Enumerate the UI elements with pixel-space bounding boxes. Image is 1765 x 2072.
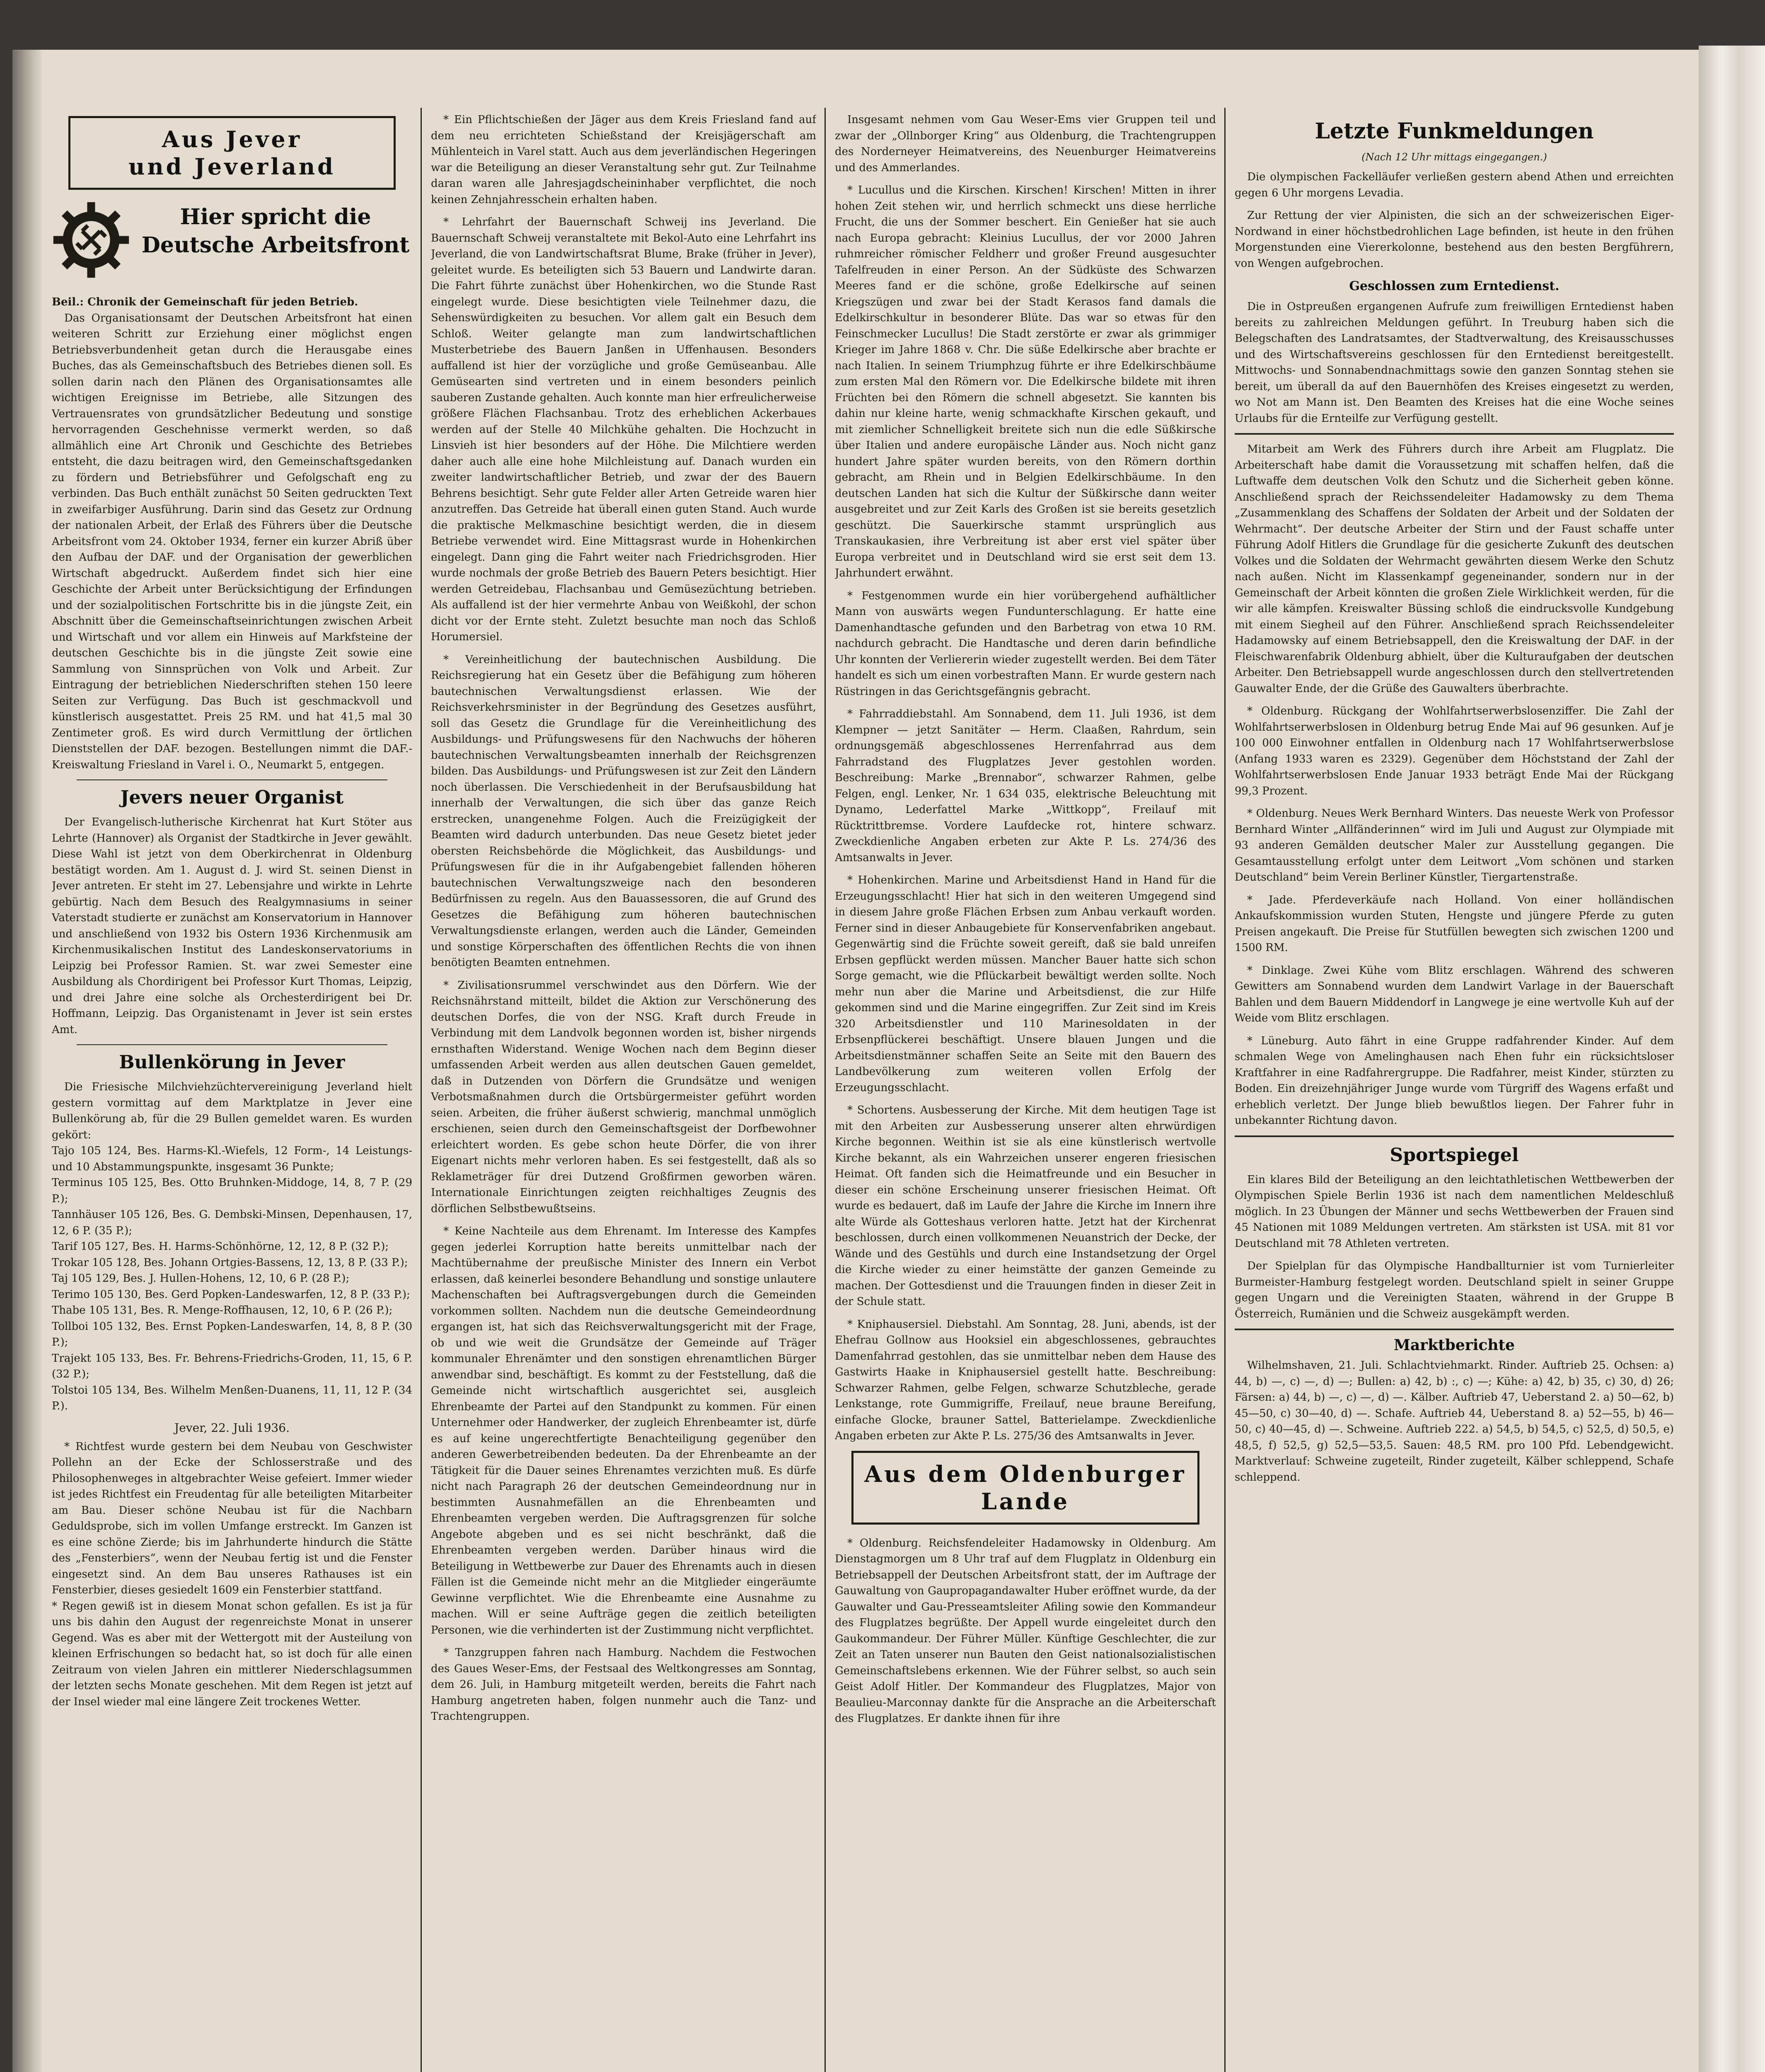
column-rule (1224, 108, 1226, 2072)
divider (1235, 433, 1674, 435)
column-2 (431, 112, 816, 2072)
bullenkoerung-title: Bullenkörung in Jever (119, 1052, 345, 1073)
news-item: * Kniphausersiel. Diebstahl. Am Sonntag, 28. Juni, abends, ist der Ehefrau Gollnow aus Hooksiel ein abgeschlossenes, gebrauchtes Damenfahrrad gestohlen, das sie unmittelbar neben dem Hause des Gastwirts Haake in Kniphausersiel gestellt hatte. Beschreibung: Schwarzer Rahmen, gelbe Felgen, schwarze Schutzbleche, gerade Lenkstange, rote Gummigriffe, Freilauf, neue braune Bereifung, einfache Glocke, brauner Sattel, Batterielampe. Zweckdienliche Angaben erbeten zur Akte P. Ls. 275/36 des Amtsanwalts in Jever. (835, 1318, 1216, 1442)
news-item: * Jade. Pferdeverkäufe nach Holland. Von einer holländischen Ankaufskommission wurden Stuten, Hengste und jüngere Pferde zu guten Preisen angekauft. Die Preise für Stutfüllen bewegten sich zwischen 1200 und 1500 RM. (1235, 893, 1674, 954)
erntedienst-title: Geschlossen zum Erntedienst. (1349, 279, 1559, 293)
funkmeldungen-subtitle: (Nach 12 Uhr mittags eingegangen.) (1361, 151, 1547, 163)
page-binding-shadow (12, 50, 41, 2072)
dateline: Jever, 22. Juli 1936. (174, 1421, 290, 1435)
organist-title: Jevers neuer Organist (120, 787, 344, 808)
column-1 (52, 112, 412, 2072)
sport-item: Ein klares Bild der Beteiligung an den leichtathletischen Wettbewerben der Olympischen Spiele Berlin 1936 ist nach dem namentlichen Meldeschluß möglich. In 23 Übungen der Männer und sechs Wettbewerben der Frauen sind 45 Nationen mit 1089 Meldungen vertreten. Am stärksten ist USA. mit 81 vor Deutschland mit 78 Athleten vertreten. (1235, 1173, 1674, 1250)
section-heading-jever: Aus Jever und Jeverland (68, 116, 396, 190)
news-item: * Ein Pflichtschießen der Jäger aus dem Kreis Friesland fand auf dem neu errichteten Schießstand der Kreisjägerschaft am Mühlenteich in Varel statt. Auch aus dem jeverländischen Hegeringen war die Beteiligung an dieser Veranstaltung sehr gut. Zur Teilnahme daran waren alle Jahresjagdscheininhaber verpflichtet, die noch keinen Zehnjahresschein erhalten haben. (431, 114, 816, 206)
news-item: * Lucullus und die Kirschen. Kirschen! Kirschen! Mitten in ihrer hohen Zeit stehen wir, und herrlich schmeckt uns diese herrliche Frucht, die uns der Sommer beschert. Ein Genießer hat sie auch nach Europa gebracht: Kleinius Lucullus, der vor 2000 Jahren ruhmreicher römischer Feldherr und großer Freund ausgesuchter Tafelfreuden in einer Person. An der Südküste des Schwarzen Meeres fand er die schöne, große Edelkirsche auf seinen Kriegszügen und zwar bei der Stadt Kerasos fand damals die Edelkirschkultur in besonderer Blüte. Das war so etwas für den Feinschmecker Lucullus! Die Stadt zerstörte er zwar als grimmiger Krieger im Jahre 1868 v. Chr. Die süße Edelkirsche aber brachte er nach Italien. In seinem Triumphzug führte er ihre Edelkirschbäume zum ersten Mal den Römern vor. Die Edelkirsche bildete mit ihren Früchten bei den Römern die schnell abgesetzt. Sie kannten bis dahin nur kleine harte, wenig schmackhafte Kirschen gekauft, und mit ziemlicher Schnelligkeit breitete sich nun die edle Süßkirsche über Italien und andere europäische Länder aus. Noch nicht ganz hundert Jahre später wurden bereits, von den Römern dorthin gebracht, am Rhein und in Belgien Edelkirschbäume. In den deutschen Landen hat sich die Kultur der Süßkirsche dann weiter ausgebreitet und zur Zeit Karls des Großen ist sie bereits gesetzlich geschützt. Die Sauerkirsche stammt ursprünglich aus Transkaukasien, ihre Verbreitung ist aber erst viel später über Europa verbreitet und in Deutschland wird sie erst seit dem 13. Jahrhundert erwähnt. (835, 184, 1216, 579)
newspaper-page (12, 50, 1699, 2072)
news-item: * Tanzgruppen fahren nach Hamburg. Nachdem die Festwochen des Gaues Weser-Ems, der Festsaal des Weltkongresses am Sonntag, dem 26. Juli, in Hamburg mitgeteilt werden, bereits die Fahrt nach Hamburg angetreten haben, folgen nunmehr auch die Tanz- und Trachtengruppen. (431, 1646, 816, 1723)
book-page-edge (1699, 46, 1765, 2072)
column-rule (824, 108, 826, 2072)
news-item: * Zivilisationsrummel verschwindet aus den Dörfern. Wie der Reichsnährstand mitteilt, bildet die Aktion zur Verschönerung des deutschen Dorfes, die von der NSG. Kraft durch Freude in Verbindung mit dem Landvolk begonnen worden ist, bisher nirgends ernsthaften Widerstand. Wenige Wochen nach dem Beginn dieser umfassenden Arbeit werden aus allen deutschen Gauen gemeldet, daß in Dutzenden von Dörfern die Grundsätze und wenigen Verbotsmaßnahmen durch die Ortsbürgermeister geführt worden seien. Arbeiten, die früher äußerst schwierig, manchmal unmöglich erschienen, seien durch den Gemeinschaftsgeist der Dorfbewohner erleichtert worden. Es gebe schon heute Dörfer, die von ihrer Eigenart nichts mehr verloren haben. Es sei festgestellt, daß als so Reklameträger für drei Dutzend Großfirmen geworben wären. Internationale Einrichtungen zeigten reichhaltiges Zeugnis des dörflichen Selbstbewußtseins. (431, 979, 816, 1215)
column-3 (835, 112, 1216, 2072)
news-item: Mitarbeit am Werk des Führers durch ihre Arbeit am Flugplatz. Die Arbeiterschaft habe damit die Voraussetzung mit schaffen helfen, daß die Luftwaffe dem deutschen Volk den Schutz und die Sicherheit geben könne. Anschließend sprach der Reichssendeleiter Hadamowsky zu dem Thema „Zusammenklang des Schaffens der Soldaten der Arbeit und der Soldaten der Wehrmacht“. Der deutsche Arbeiter der Stirn und der Faust schaffe unter Führung Adolf Hitlers die Grundlage für die gesicherte Zukunft des deutschen Volkes und die Soldaten der Wehrmacht gewährten diesem Werke den Schutz nach außen. Nicht im Klassenkampf gegeneinander, sondern nur in der Gemeinschaft der Arbeit könnten die großen Ziele Wirklichkeit werden, für die wir alle kämpfen. Kreiswalter Büssing schloß die eindrucksvolle Kundgebung mit einem Siegheil auf den Führer. Anschließend sprach Reichssendeleiter Hadamowsky auf einem Betriebsappell, den die Kreiswaltung der DAF. in der Fleischwarenfabrik Oldenburg abhielt, über die Kulturaufgaben der deutschen Arbeiter. Den Betriebsappell wurde angeschlossen durch den stellvertretenden Gauwalter Ende, der die Grüße des Gauwalters überbrachte. (1235, 443, 1674, 695)
erntedienst-body: Die in Ostpreußen ergangenen Aufrufe zum freiwilligen Erntedienst haben bereits zu zahlreichen Meldungen geführt. In Treuburg haben sich die Belegschaften des Landratsamtes, der Stadtverwaltung, des Kreisausschusses und des Wirtschaftsvereins geschlossen für den Erntedienst bereitgestellt. Mittwochs- und Sonnabendnachmittags sowie den ganzen Sonntag stehen sie bereit, um überall da auf den Bauernhöfen des Kreises eingesetzt zu werden, wo Not am Mann ist. Den Beamten des Kreises hat die eine Woche seines Urlaubs für die Ernteilfe zur Verfügung gestellt. (1235, 300, 1674, 425)
divider (1235, 1135, 1674, 1137)
news-item: * Lüneburg. Auto fährt in eine Gruppe radfahrender Kinder. Auf dem schmalen Wege von Amelinghausen nach Ehen fuhr ein rücksichtsloser Kraftfahrer in eine Radfahrergruppe. Die Radfahrer, meist Kinder, stürzten zu Boden. Ein dreizehnjähriger Junge wurde vom Türgriff des Wagens erfaßt und erheblich verletzt. Der Junge blieb bewußtlos liegen. Der Fahrer fuhr in unbekannter Richtung davon. (1235, 1034, 1674, 1127)
news-item: * Lehrfahrt der Bauernschaft Schweij ins Jeverland. Die Bauernschaft Schweij veranstaltete mit Bekol-Auto eine Lehrfahrt ins Jeverland, die von Landwirtschaftsrat Blume, Brake (früher in Jever), geleitet wurde. Es beteiligten sich 53 Bauern und Landwirte daran. Die Fahrt führte zunächst über Hohenkirchen, wo die Stunde Rast eingelegt wurde. Diese besichtigten viele Teilnehmer dazu, die Sehenswürdigkeiten zu besuchen. Vor allem galt ein Besuch dem Schloß. Weiter gelangte man zum landwirtschaftlichen Musterbetriebe des Bauern Janßen in Uffenhausen. Besonders auffallend ist hier der vorzügliche und große Gemüseanbau. Alle Gemüsearten sind vertreten und in einem besonders peinlich sauberen Zustande gehalten. Auch konnte man hier erfreulicherweise größere Flächen Flachsanbau. Trotz des erheblichen Ackerbaues werden auf der Stelle 40 Milchkühe gehalten. Die Hochzucht in Linsvieh ist hier besonders auf der Höhe. Die Milchtiere werden daher auch alle eine hohe Milchleistung auf. Danach wurden ein zweiter landwirtschaftlicher Betrieb, und zwar der des Bauern Behrens besichtigt. Sehr gute Felder aller Arten Getreide waren hier anzutreffen. Das Getreide hat überall einen guten Stand. Auch wurde die praktische Melkmaschine besichtigt werden, die in diesem Betriebe verwendet wird. Eine Mittagsrast wurde in Hohenkirchen eingelegt. Dann ging die Fahrt weiter nach Friedrichsgroden. Hier wurde nochmals der große Betrieb des Bauern Peters besichtigt. Hier werden Getreidebau, Flachsanbau und Gemüsezüchtung betrieben. Als auffallend ist der hier vermehrte Anbau von Weißkohl, der schon dicht vor der Ernte steht. Zuletzt besuchte man noch das Schloß Horumersiel. (431, 216, 816, 643)
daf-heading-block (52, 201, 412, 288)
funkmeldungen-title: Letzte Funkmeldungen (1315, 119, 1594, 144)
news-item: * Oldenburg. Rückgang der Wohlfahrtserwerbslosenziffer. Die Zahl der Wohlfahrtserwerbslosen in Oldenburg betrug Ende Mai auf 96 gesunken. Auf je 100 000 Einwohner entfallen in Oldenburg nach 17 Wohlfahrtserwerbslose (Anfang 1933 waren es 2329). Gegenüber dem Höchststand der Zahl der Wohlfahrtserwerbslosen Ende Januar 1933 beträgt Ende Mai der Rückgang 99,3 Prozent. (1235, 705, 1674, 797)
news-item: Insgesamt nehmen vom Gau Weser-Ems vier Gruppen teil und zwar der „Ollnborger Kring“ aus Oldenburg, die Trachtengruppen des Norderneyer Heimatvereins, des Neuenburger Heimatvereins und des Ammerlandes. (835, 114, 1216, 174)
marktberichte-body: Wilhelmshaven, 21. Juli. Schlachtviehmarkt. Rinder. Auftrieb 25. Ochsen: a) 44, b) —, c) —, d) —; Bullen: a) 42, b) :, c) —; Kühe: a) 42, b) 35, c) 30, d) 26; Färsen: a) 44, b) —, c) —, d) —. Kälber. Auftrieb 47, Ueberstand 2. a) 50—62, b) 45—50, c) 30—40, d) —. Schafe. Auftrieb 44, Ueberstand 8. a) 52—55, b) 46—50, c) 40—45, d) —. Schweine. Auftrieb 222. a) 54,5, b) 54,5, c) 52,5, d) 50,5, e) 48,5, f) 52,5, g) 52,5—53,5. Sauen: 48,5 RM. pro 100 Pfd. Lebendgewicht. Marktverlauf: Schweine zugeteilt, Rinder zugeteilt, Kälber schleppend, Schafe schleppend. (1235, 1359, 1674, 1484)
news-item: * Oldenburg. Neues Werk Bernhard Winters. Das neueste Werk von Professor Bernhard Winter „Allfänderinnen“ wird im Juli und August zur Olympiade mit 93 anderen Gemälden deutscher Maler zur Ausstellung gegangen. Die Gesamtausstellung erfolgt unter dem Leitwort „Vom schönen und starken Deutschland“ beim Verein Berliner Künstler, Tiergartenstraße. (1235, 807, 1674, 884)
news-item: * Hohenkirchen. Marine und Arbeitsdienst Hand in Hand für die Erzeugungsschlacht! Hier hat sich in den weiteren Umgegend sind in diesem Jahre große Flächen Erbsen zum Anbau verkauft worden. Ferner sind in dieser Anbaugebiete für Konservenfabriken angebaut. Gegenwärtig sind die Früchte soweit gereift, daß sie bald unreifen Erbsen gepflückt werden müssen. Mancher Bauer hatte sich schon Sorge gemacht, wie die Pflückarbeit bewältigt werden sollte. Noch mehr nun aber die Marine und Arbeitsdienst, die zur Hilfe gekommen sind und die Marine eingegriffen. Zur Zeit sind im Kreis 320 Arbeitsdienstler und 110 Marinesoldaten in der Erbsenpflückerei beschäftigt. Unsere blauen Jungen und die Arbeitsdienstmänner schaffen Seite an Seite mit den Bauern des Landbevölkerung zum weiteren vollen Erfolg der Erzeugungsschlacht. (835, 874, 1216, 1094)
news-item: * Keine Nachteile aus dem Ehrenamt. Im Interesse des Kampfes gegen jederlei Korruption hatte bereits unmittelbar nach der Machtübernahme der preußische Minister des Innern ein Verbot erlassen, daß keinerlei besondere Behandlung und sonstige unlautere Machenschaften bei Auftragsvergebungen durch die Gemeinden vorkommen sollten. Nachdem nun die deutsche Gemeindeordnung ergangen ist, hat sich das Reichsverwaltungsgericht mit der Frage, ob und wie weit die Grundsätze der Gemeinde auf Träger kommunaler Ehrenämter und den sonstigen ehrenamtlichen Bürger anwendbar sind, beschäftigt. Es kommt zu der Feststellung, daß die Gemeinde nicht wirtschaftlich ausgerichtet sei, ausgleich Ehrenbeamte der Partei auf den Standpunkt zu kommen. Für einen Unternehmer oder Handwerker, der zugleich Ehrenbeamter ist, dürfe es auf keine ungerechtfertigte Benachteiligung gegenüber den anderen Gewerbetreibenden bedeuten. Da der Ehrenbeamte an der Tätigkeit für die Dauer seines Ehrenamtes verzichten muß. Es dürfe nicht nach Paragraph 26 der deutschen Gemeindeordnung nur in bestimmten Ausnahmefällen an die Ehrenbeamten und Ehrenbeamten vergeben werden. Die Auftragsgrenzen für solche Angebote abgeben und es sei nicht beschränkt, daß die Ehrenbeamten vergeben werden. Darüber hinaus wird die Beteiligung in Wettbewerbe zur Dauer des Ehrenamts auch in diesen Fällen ist die Gemeinde nicht mehr an die Mitglieder eingeräumte Gewinne verpflichtet. Wie die Ehrenbeamte eine Ausnahme zu machen. Will er seine Aufträge gegen die zeitlich beteiligten Personen, wie die verhinderten ist der Zustimmung nicht verpflichtet. (431, 1225, 816, 1636)
daf-title: Hier spricht die Deutsche Arbeitsfront (141, 204, 410, 258)
sportspiegel-title: Sportspiegel (1390, 1144, 1519, 1166)
daf-article-body: Das Organisationsamt der Deutschen Arbeitsfront hat einen weiteren Schritt zur Erziehung einer möglichst engen Betriebsverbundenheit getan durch die Herausgabe eines Buches, das als Gemeinschaftsbuch des Betriebes dienen soll. Es sollen darin nach den Plänen des Organisationsamtes alle wichtigen Ereignisse im Betriebe, alle Sitzungen des Vertrauensrates von grundsätzlicher Bedeutung und sonstige hervorragenden Geschehnisse vermerkt werden, so daß allmählich eine Art Chronik und Geschichte des Betriebes entsteht, die dazu beitragen wird, den Gemeinschaftsgedanken zu fördern und Betriebsführer und Gefolgschaft eng zu verbinden. Das Buch enthält zunächst 50 Seiten gedruckten Text in zweifarbiger Ausführung. Darin sind das Gesetz zur Ordnung der nationalen Arbeit, der Erlaß des Führers über die Deutsche Arbeitsfront vom 24. Oktober 1934, ferner ein kurzer Abriß über den Aufbau der DAF. und der Organisation der gewerblichen Wirtschaft abgedruckt. Außerdem findet sich hier eine Geschichte der Arbeit unter Berücksichtigung der Erfindungen und der sozialpolitischen Fortschritte bis in die jüngste Zeit, ein Abschnitt über die Gemeinschaftseinrichtungen zwischen Arbeit und Wirtschaft und vor allem ein Hinweis auf Markfsteine der deutschen Geschichte bis in die jüngste Zeit sowie eine Sammlung von Sinnsprüchen von Volk und Arbeit. Zur Eintragung der betrieblichen Niederschriften stehen 150 leere Seiten zur Verfügung. Das Buch ist geschmackvoll und künstlerisch ausgestattet. Preis 25 RM. und hat 41,5 mal 30 Zentimeter groß. Es wird durch Vermittlung der örtlichen Dienststellen der DAF. bezogen. Bestellungen nimmt die DAF.-Kreiswaltung Friesland in Varel i. O., Neumarkt 5, entgegen. (52, 312, 412, 771)
divider (77, 1044, 387, 1045)
sport-item: Der Spielplan für das Olympische Handballturnier ist vom Turnierleiter Burmeister-Hamburg festgelegt worden. Deutschland spielt in seiner Gruppe gegen Ungarn und die Vereinigten Staaten, während in der Gruppe B Österreich, Rumänien und die Schweiz ausgekämpft werden. (1235, 1260, 1674, 1320)
local-news-body: * Richtfest wurde gestern bei dem Neubau von Geschwister Pollehn an der Ecke der Schlosserstraße und des Philosophenweges in altgebrachter Weise gefeiert. Immer wieder ist jedes Richtfest ein Freudentag für alle beteiligten Mitarbeiter am Bau. Dieser schöne Neubau ist für die Nachbarn Geduldsprobe, sich im vollen Umfange erstreckt. Im Ganzen ist es eine schöne Zierde; bis im Jahrhunderte hindurch die Stätte des „Fensterbiers“, wenn der Neubau fertig ist und die Fenster eingesetzt sind. An dem Bau unseres Rathauses ist ein Fensterbier, dieses gesiedelt 1609 ein Fensterbier stattfand. * Regen gewiß ist in diesem Monat schon gefallen. Es ist ja für uns bis dahin den August der regenreichste Monat in unserer Gegend. Was es aber mit der Wettergott mit der Austeilung von kleinen Erfrischungen so bedacht hat, so ist doch für alle einen Zeitraum von vielen Jahren ein mittlerer Niederschlagsummen der letzten sechs Monate geschehen. Mit dem Regen ist jetzt auf der Insel wieder mal eine längere Zeit trockenes Wetter. (52, 1440, 412, 1708)
news-item: * Festgenommen wurde ein hier vorübergehend aufhältlicher Mann von auswärts wegen Fundunterschlagung. Er hatte eine Damenhandtasche gefunden und den Barbetrag von etwa 10 RM. nachdurch gebracht. Die Handtasche und deren darin befindliche Uhr konnten der Verliererin wieder zugestellt werden. Bei dem Täter handelt es sich um einen vorbestraften Mann. Er wurde gestern nach Rüstringen in das Gerichtsgefängnis gebracht. (835, 589, 1216, 698)
oldenburg-article-body: * Oldenburg. Reichsfendeleiter Hadamowsky in Oldenburg. Am Dienstagmorgen um 8 Uhr traf auf dem Flugplatz in Oldenburg ein Betriebsappell der Deutschen Arbeitsfront statt, der im Auftrage der Gauwaltung von Gaupropagandawalter Huber eröffnet wurde, da der Gauwalter und Gau-Presseamtsleiter Afiling sowie den Kommandeur des Flugplatzes begrüßte. Der Appell wurde eingeleitet durch den Gaukommandeur. Der Führer Müller. Künftige Geschlechter, die zur Zeit an Taten unserer nun Bauten den Geist nationalsozialistischen Gemeinschaftslebens erkennen. Wie der Führer selbst, so auch sein Geist Adolf Hitler. Der Kommandeur des Flugplatzes, Major von Beaulieu-Marconnay dankte für die Ansprache an die Arbeiterschaft des Flugplatzes. Er dankte ihnen für ihre (835, 1537, 1216, 1725)
marktberichte-title: Marktberichte (1393, 1336, 1515, 1354)
column-4 (1235, 112, 1674, 2072)
daf-intro: Beil.: Chronik der Gemeinschaft für jeden Betrieb. (52, 296, 358, 308)
news-item: * Fahrraddiebstahl. Am Sonnabend, dem 11. Juli 1936, ist dem Klempner — jetzt Sanitäter — Herm. Claaßen, Rahrdum, sein ordnungsgemäß abgeschlossenes Herrenfahrrad aus dem Fahrradstand des Flugplatzes Jever gestohlen worden. Beschreibung: Marke „Brennabor“, schwarzer Rahmen, gelbe Felgen, engl. Lenker, Nr. 1 634 035, elektrische Beleuchtung mit Dynamo, Lederfattel Marke „Wittkopp“, Freilauf mit Rücktrittbremse. Vordere Laufdecke rot, hintere schwarz. Zweckdienliche Angaben erbeten zur Akte P. Ls. 274/36 des Amtsanwalts in Jever. (835, 708, 1216, 864)
organist-article-body: Der Evangelisch-lutherische Kirchenrat hat Kurt Stöter aus Lehrte (Hannover) als Organist der Stadtkirche in Jever gewählt. Diese Wahl ist jetzt von dem Oberkirchenrat in Oldenburg bestätigt worden. Am 1. August d. J. wird St. seinen Dienst in Jever antreten. Er steht im 27. Lebensjahre und wirkte in Lehrte gebürtig. Nach dem Besuch des Realgymnasiums in seiner Vaterstadt studierte er zunächst am Konservatorium in Hannover und anschließend von 1932 bis Ostern 1936 Kirchenmusik am Kirchenmusikalischen Institut des Landeskonservatoriums in Leipzig bei Professor Ramien. St. war zwei Semester eine Ausbildung als Chordirigent bei Professor Kurt Thomas, Leipzig, und drei Jahre eine solche als Orchesterdirigent bei Dr. Hoffmann, Leipzig. Das Organistenamt in Jever ist sein erstes Amt. (52, 816, 412, 1036)
news-item: * Dinklage. Zwei Kühe vom Blitz erschlagen. Während des schweren Gewitters am Sonnabend wurden dem Landwirt Varlage in der Bauerschaft Bahlen und dem Bauern Middendorf in Langwege je eine wertvolle Kuh auf der Weide vom Blitz erschlagen. (1235, 964, 1674, 1024)
news-item: * Vereinheitlichung der bautechnischen Ausbildung. Die Reichsregierung hat ein Gesetz über die Befähigung zum höheren bautechnischen Verwaltungsdienst erlassen. Wie der Reichsverkehrsminister in der Begründung des Gesetzes ausführt, soll das Gesetz die Grundlage für die Vereinheitlichung des Ausbildungs- und Prüfungswesens für den Nachwuchs der höheren bautechnischen Verwaltungsbeamten innerhalb der Reichsgrenzen bilden. Das Ausbildungs- und Prüfungswesen ist zur Zeit den Ländern noch überlassen. Die Verschiedenheit in der Berufsausbildung hat innerhalb der Verwaltungen, die sich über das ganze Reich erstrecken, unangenehme Folgen. Auch die Freizügigkeit der Beamten wird dadurch unterbunden. Das neue Gesetz bietet jeder obersten Reichsbehörde die Möglichkeit, das Ausbildungs- und Prüfungswesen für die in ihr Aufgabengebiet fallenden höheren bautechnischen Verwaltungszweige nach den besonderen Bedürfnissen zu regeln. Aus den Bauassessoren, die auf Grund des Gesetzes die Befähigung zum höheren bautechnischen Verwaltungsdienste erlangen, werden auch die Länder, Gemeinden und sonstige Körperschaften des öffentlichen Rechts die von ihnen benötigten Beamten entnehmen. (431, 653, 816, 969)
news-item: * Schortens. Ausbesserung der Kirche. Mit dem heutigen Tage ist mit den Arbeiten zur Ausbesserung unserer alten ehrwürdigen Kirche begonnen. Weithin ist sie als eine künstlerisch wertvolle Kirche bekannt, als ein Wahrzeichen unserer engeren friesischen Heimat. Oft fanden sich die Heimatfreunde und ein Besucher in dieser ein schöne Erscheinung unserer friesischen Heimat. Oft wurde es bedauert, daß im Laufe der Jahre die Kirche im Innern ihre alte Würde als Gotteshaus verloren hatte. Jetzt hat der Kirchenrat beschlossen, durch einen vollkommenen Neuanstrich der Decke, der Wände und des Gestühls und durch eine Instandsetzung der Orgel die Kirche wieder zu einer heimstätte der ganzen Gemeinde zu machen. Der Gottesdienst und die Trauungen finden in dieser Zeit in der Schule statt. (835, 1104, 1216, 1308)
daf-gear-emblem-icon (52, 201, 131, 279)
section-heading-oldenburg: Aus dem Oldenburger Lande (851, 1451, 1199, 1525)
column-rule (421, 108, 422, 2072)
divider (1235, 1329, 1674, 1330)
funk-item: Zur Rettung der vier Alpinisten, die sich an der schweizerischen Eiger-Nordwand in einer höchstbedrohlichen Lage befinden, ist heute in den frühen Morgenstunden eine Viererkolonne, bestehend aus den besten Bergführern, von Wengen aufgebrochen. (1235, 209, 1674, 270)
funk-item: Die olympischen Fackelläufer verließen gestern abend Athen und erreichten gegen 6 Uhr morgens Levadia. (1235, 171, 1674, 199)
bullenkoerung-article-body: Die Friesische Milchviehzüchtervereinigung Jeverland hielt gestern vormittag auf dem Marktplatze in Jever eine Bullenkörung ab, für die 29 Bullen gemeldet waren. Es wurden gekört: Tajo 105 124, Bes. Harms-Kl.-Wiefels, 12 Form-, 14 Leistungs- und 10 Abstammungspunkte, insgesamt 36 Punkte; Terminus 105 125, Bes. Otto Bruhnken-Middoge, 14, 8, 7 P. (29 P.); Tannhäuser 105 126, Bes. G. Dembski-Minsen, Depenhausen, 17, 12, 6 P. (35 P.); Tarif 105 127, Bes. H. Harms-Schönhörne, 12, 12, 8 P. (32 P.); Trokar 105 128, Bes. Johann Ortgies-Bassens, 12, 13, 8 P. (33 P.); Taj 105 129, Bes. J. Hullen-Hohens, 12, 10, 6 P. (28 P.); Terimo 105 130, Bes. Gerd Popken-Landeswarfen, 12, 8 P. (33 P.); Thabe 105 131, Bes. R. Menge-Roffhausen, 12, 10, 6 P. (26 P.); Tollboi 105 132, Bes. Ernst Popken-Landeswarfen, 14, 8, 8 P. (30 P.); Trajekt 105 133, Bes. Fr. Behrens-Friedrichs-Groden, 11, 15, 6 P. (32 P.); Tolstoi 105 134, Bes. Wilhelm Menßen-Duanens, 11, 11, 12 P. (34 P.). (52, 1081, 412, 1412)
divider (77, 779, 387, 780)
